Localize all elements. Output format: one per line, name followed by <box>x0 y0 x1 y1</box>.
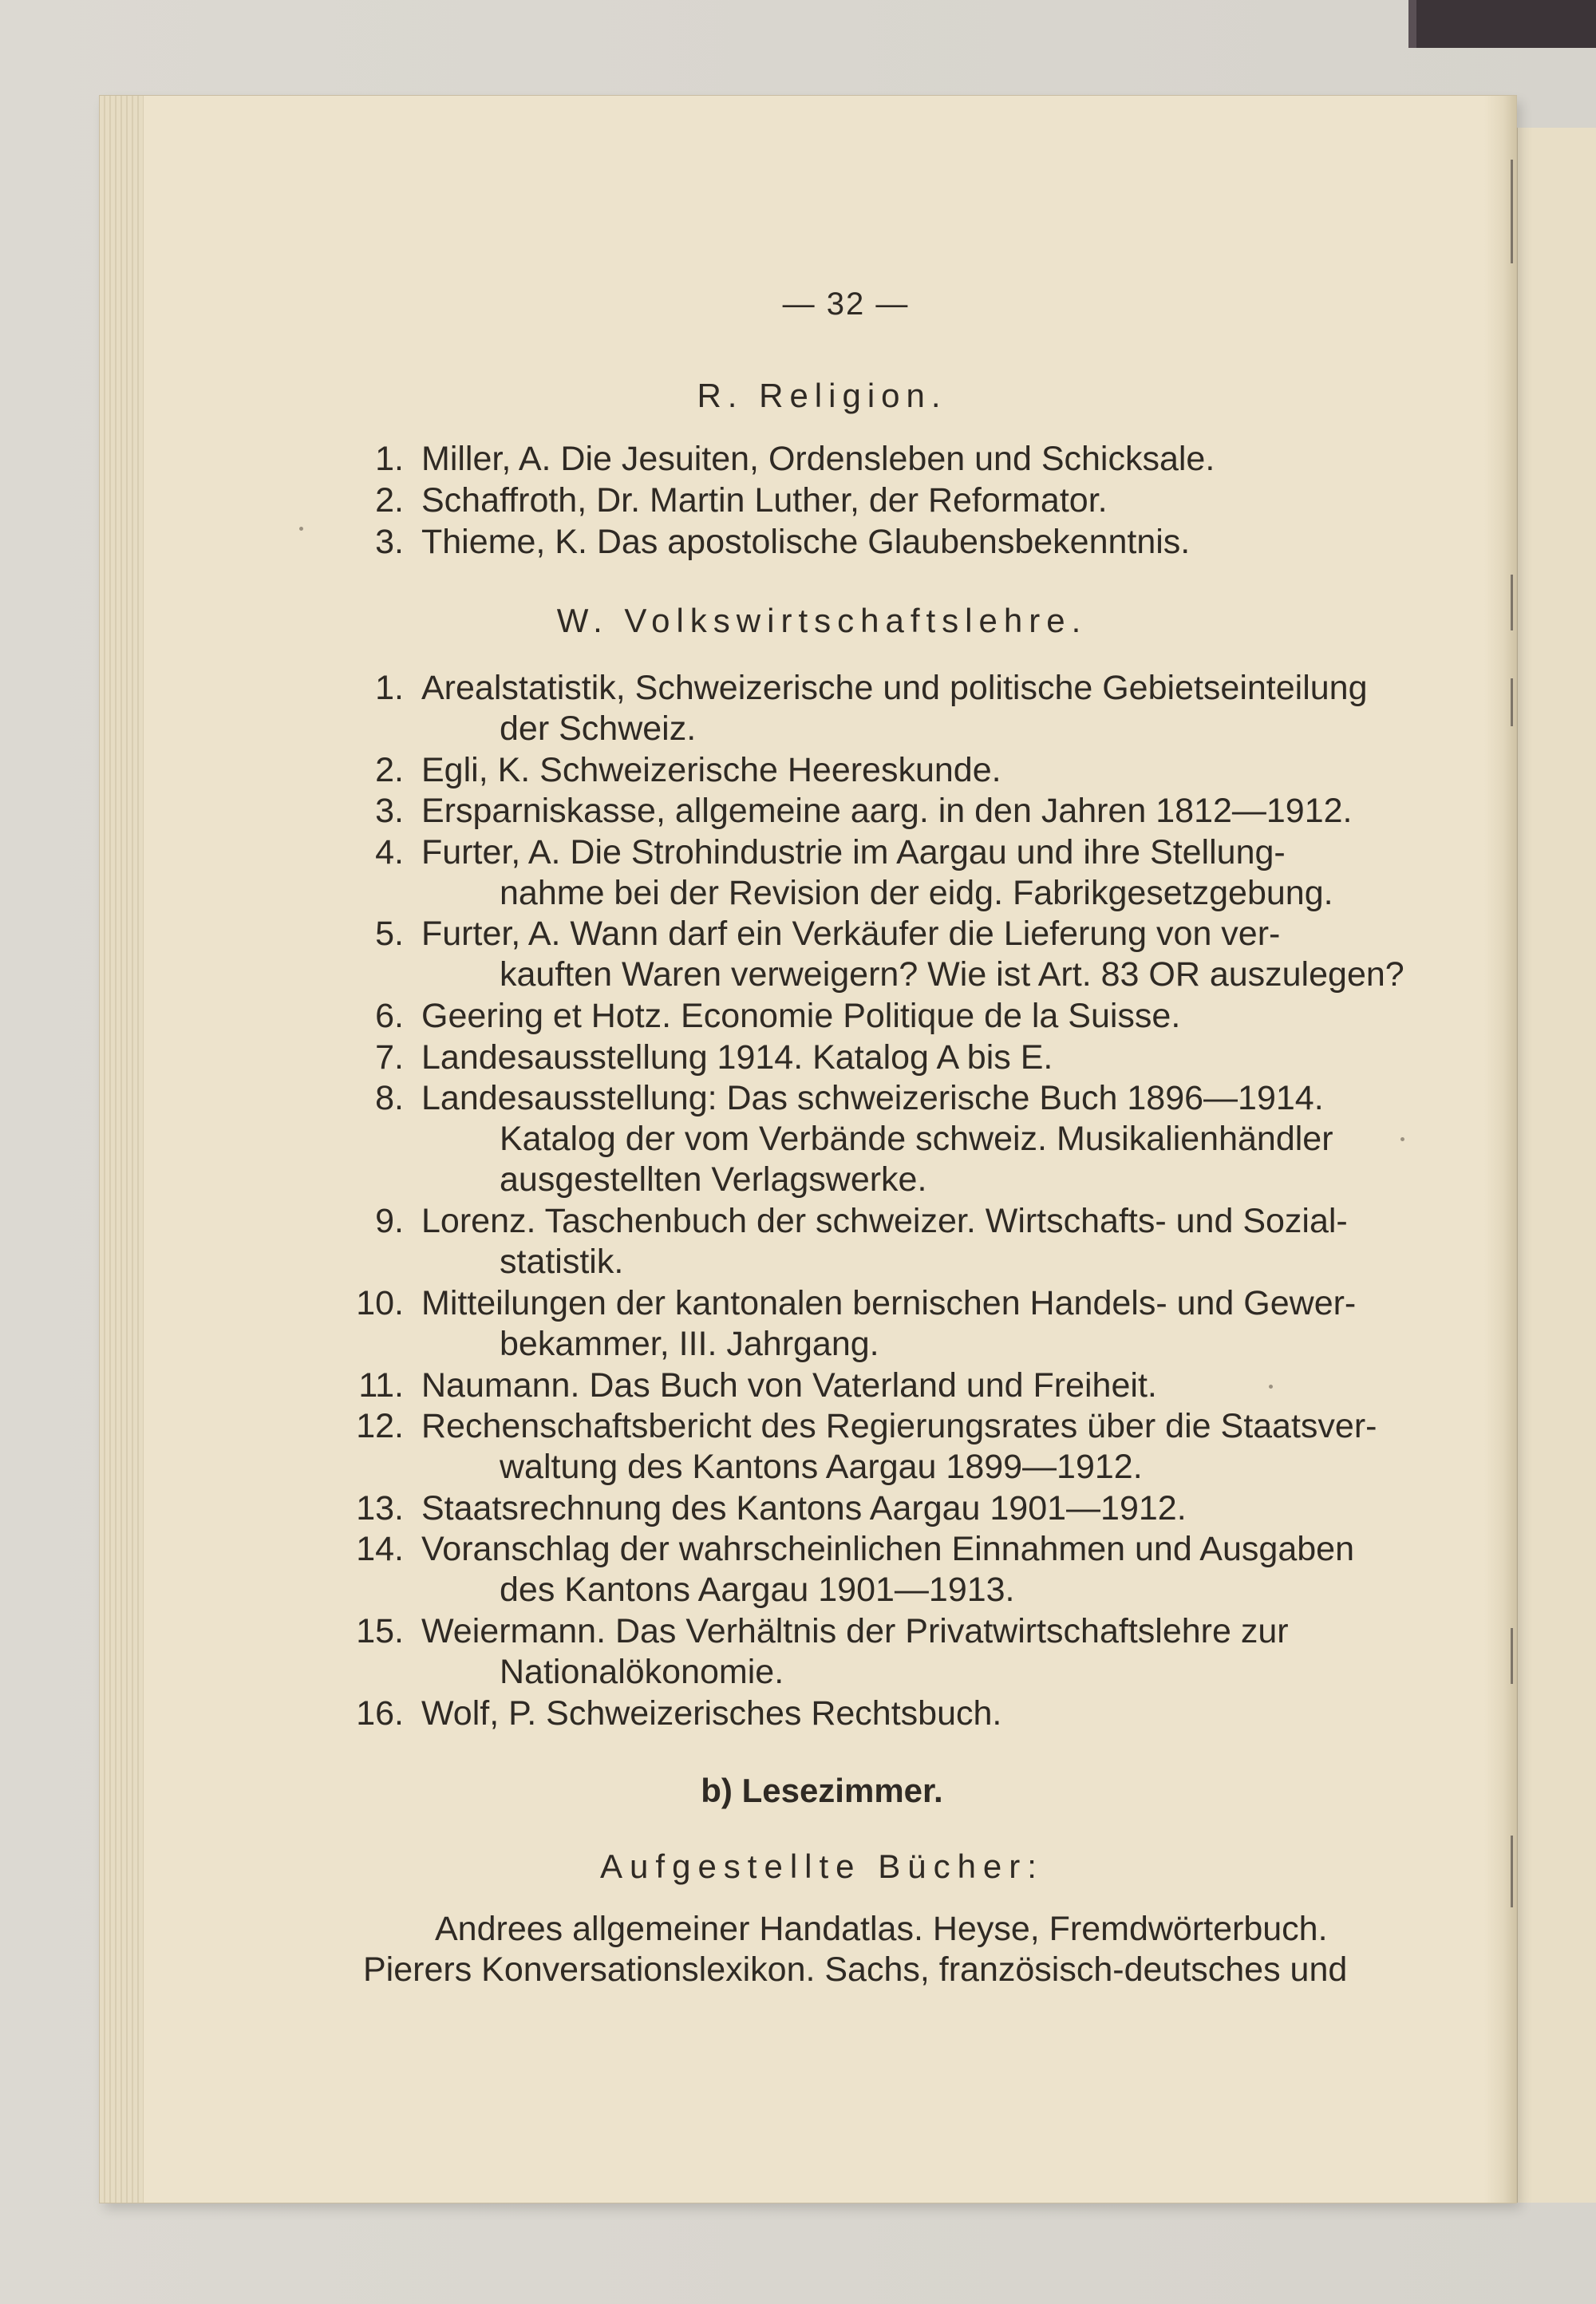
entry-line: kauften Waren verweigern? Wie ist Art. 83 OR auszulegen? <box>500 955 1404 994</box>
entry-number: 13. <box>356 1489 404 1527</box>
entry-line: Rechenschaftsbericht des Regierungsrates über die Staatsver- <box>421 1407 1377 1446</box>
entry-number: 11. <box>358 1365 404 1405</box>
entry-line: Naumann. Das Buch von Vaterland und Freiheit. <box>421 1365 1157 1405</box>
entry-number: 14. <box>356 1530 404 1569</box>
entry-number: 1. <box>375 669 404 707</box>
entry-text <box>421 914 1404 995</box>
entry-text <box>421 832 1341 914</box>
entry-line: Mitteilungen der kantonalen bernischen Handels- und Gewer- <box>421 1284 1357 1322</box>
entry-number: 15. <box>356 1612 404 1651</box>
entry-text <box>421 1365 1341 1406</box>
entry-number: 1. <box>375 440 404 478</box>
entry-line: Voranschlag der wahrscheinlichen Einnahmen und Ausgaben <box>421 1530 1354 1569</box>
entry-text <box>421 750 1341 791</box>
section-heading-volkswirtschaftslehre: W. Volkswirtschaftslehre. <box>556 602 1088 639</box>
entry-line: Lorenz. Taschenbuch der schweizer. Wirtschafts- und Sozial- <box>421 1202 1348 1241</box>
entry-number: 3. <box>375 523 404 561</box>
entry-text <box>421 1693 1341 1734</box>
entry-line: Landesausstellung: Das schweizerische Buch 1896—1914. <box>421 1079 1324 1117</box>
subheading-aufgestellte-buecher: Aufgestellte Bücher: <box>600 1848 1044 1885</box>
entry-text <box>421 1037 1341 1078</box>
section-heading-religion: R. Religion. <box>697 377 947 414</box>
entry-number: 7. <box>375 1037 404 1077</box>
entry-number: 9. <box>375 1202 404 1241</box>
entry-line: bekammer, III. Jahrgang. <box>500 1325 879 1363</box>
subsection-heading-lesezimmer: b) Lesezimmer. <box>701 1772 943 1809</box>
paragraph-line: Pierers Konversationslexikon. Sachs, französisch-deutsches und <box>363 1950 1348 1989</box>
entry-number: 6. <box>375 997 404 1036</box>
entry-line: Geering et Hotz. Economie Politique de la Suisse. <box>421 997 1181 1036</box>
entry-line: Wolf, P. Schweizerisches Rechtsbuch. <box>421 1694 1002 1733</box>
entry-line: Furter, A. Wann darf ein Verkäufer die Lieferung von ver- <box>421 915 1281 954</box>
entry-number: 2. <box>375 481 404 520</box>
entry-line: nahme bei der Revision der eidg. Fabrikgesetzgebung. <box>500 873 1333 912</box>
entry-text <box>421 1488 1341 1529</box>
entry-line: Schaffroth, Dr. Martin Luther, der Reformator. <box>421 481 1108 520</box>
page-number: — 32 — <box>782 287 910 322</box>
entry-line: Katalog der vom Verbände schweiz. Musikalienhändler <box>500 1120 1333 1158</box>
entry-text <box>421 668 1368 749</box>
entry-line: statistik. <box>500 1243 624 1282</box>
entry-line: Ersparniskasse, allgemeine aarg. in den Jahren 1812—1912. <box>421 792 1353 831</box>
entry-text <box>421 1611 1341 1693</box>
lesezimmer-paragraph <box>363 1909 1348 1990</box>
entry-line: Staatsrechnung des Kantons Aargau 1901—1912. <box>421 1489 1187 1527</box>
entry-line: Landesausstellung 1914. Katalog A bis E. <box>421 1037 1053 1077</box>
entry-line: Weiermann. Das Verhältnis der Privatwirtschaftslehre zur <box>421 1612 1289 1651</box>
entry-number: 2. <box>375 750 404 789</box>
entry-line: der Schweiz. <box>500 709 697 748</box>
entry-text <box>421 480 1341 521</box>
entry-number: 12. <box>356 1407 404 1446</box>
entry-text <box>421 1529 1354 1610</box>
entry-text <box>421 996 1341 1037</box>
entry-line: Thieme, K. Das apostolische Glaubensbekenntnis. <box>421 523 1191 561</box>
entry-text <box>421 791 1353 832</box>
entry-line: Egli, K. Schweizerische Heereskunde. <box>421 750 1001 789</box>
entry-text <box>421 1406 1377 1488</box>
entry-line: Arealstatistik, Schweizerische und politische Gebietseinteilung <box>421 669 1368 707</box>
entry-number: 5. <box>375 915 404 954</box>
entry-number: 8. <box>375 1079 404 1117</box>
entry-text <box>421 1283 1357 1365</box>
entry-line: ausgestellten Verlagswerke. <box>500 1160 927 1199</box>
entry-text <box>421 1078 1341 1200</box>
entry-line: Nationalökonomie. <box>500 1653 784 1692</box>
entry-text <box>421 439 1341 480</box>
entry-line: Furter, A. Die Strohindustrie im Aargau und ihre Stellung- <box>421 832 1286 871</box>
entry-line: waltung des Kantons Aargau 1899—1912. <box>500 1448 1143 1487</box>
entry-number: 10. <box>356 1284 404 1322</box>
entry-text <box>421 522 1341 563</box>
entry-number: 3. <box>375 792 404 831</box>
entry-number: 4. <box>375 832 404 871</box>
paragraph-line: Andrees allgemeiner Handatlas. Heyse, Fremdwörterbuch. <box>435 1910 1328 1948</box>
entry-text <box>421 1201 1348 1282</box>
entry-number: 16. <box>356 1694 404 1733</box>
entry-line: des Kantons Aargau 1901—1913. <box>500 1571 1015 1610</box>
entry-line: Miller, A. Die Jesuiten, Ordensleben und Schicksale. <box>421 440 1215 478</box>
